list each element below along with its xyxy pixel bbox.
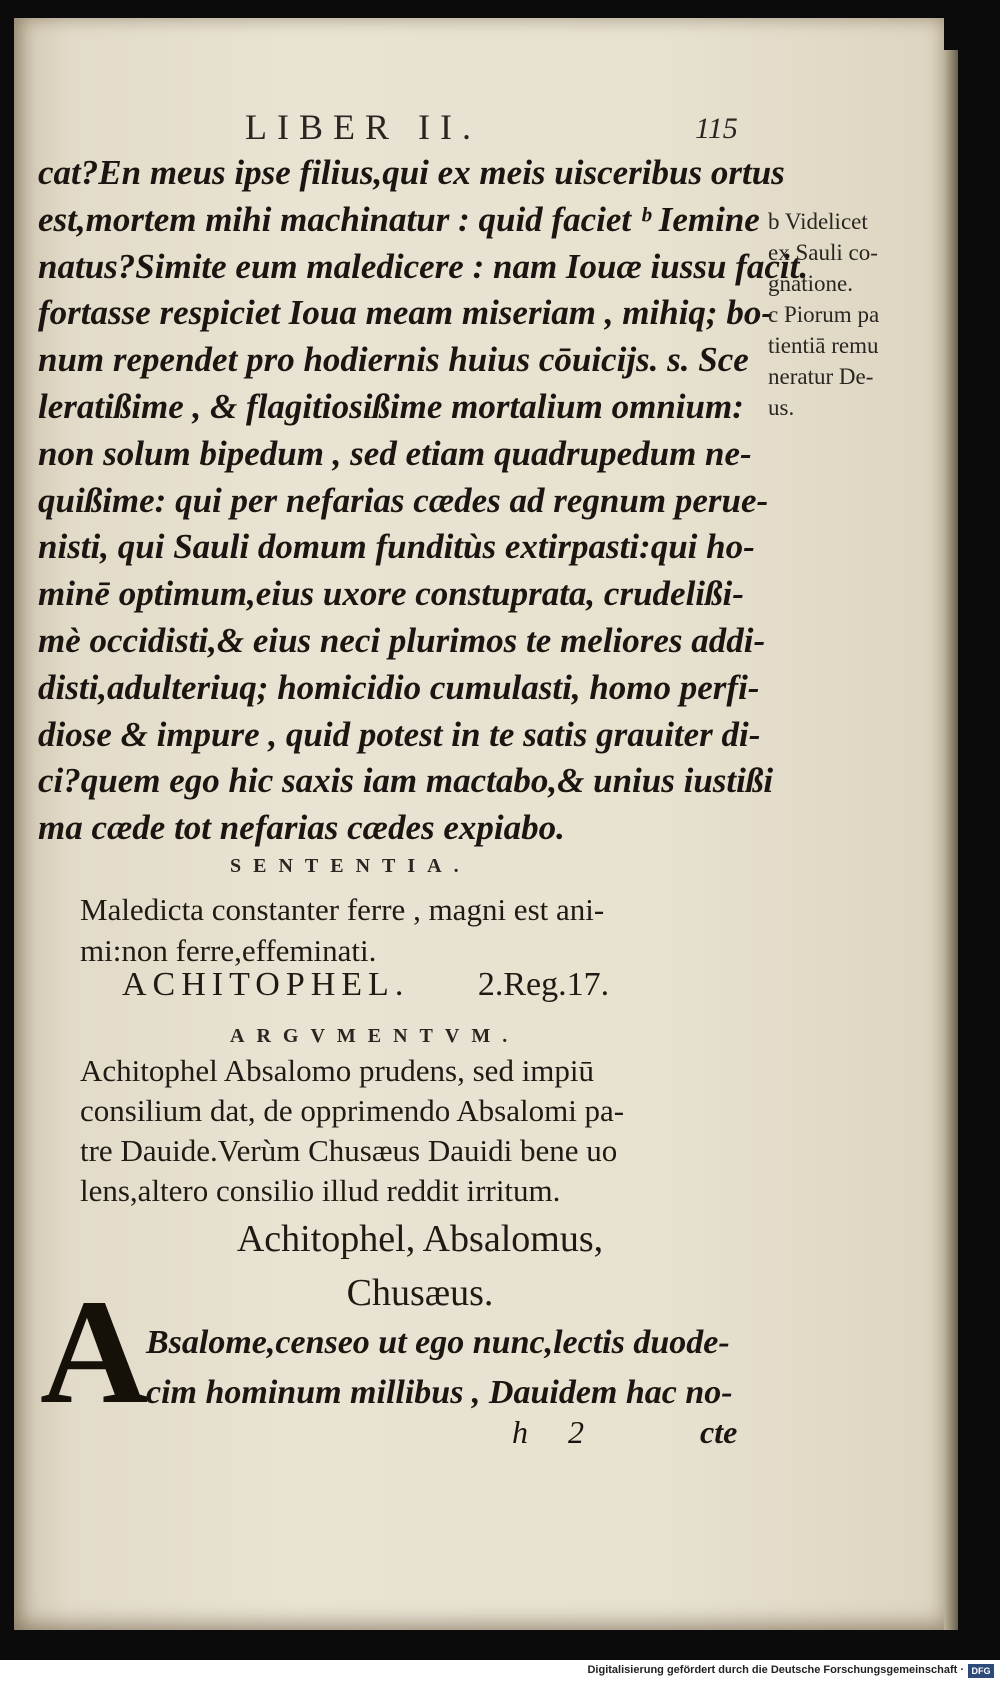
margin-note-line: tientiā remu (768, 333, 879, 358)
page-edge (944, 50, 958, 1630)
margin-note-line: us. (768, 395, 795, 420)
argumentum-heading: ARGVMENTVM. (230, 1025, 520, 1047)
opening-text (146, 1318, 766, 1418)
text-line: mi:non ferre,effeminati. (80, 933, 377, 968)
text-line: Bsalome,censeo ut ego nunc,lectis duode- (146, 1324, 730, 1361)
text-line: tre Dauide.Verùm Chusæus Dauidi bene uo (80, 1133, 618, 1168)
footer-credit: Digitalisierung gefördert durch die Deutsche Forschungsgemeinschaft · (587, 1664, 964, 1676)
margin-note-line: gnatione. (768, 271, 853, 296)
scripture-reference: 2.Reg.17. (477, 966, 610, 1003)
folio-number: 115 (695, 112, 738, 145)
signature-number: 2 (568, 1414, 584, 1450)
marginal-notes (768, 206, 938, 423)
text-line: quißime: qui per nefarias cædes ad regnum perue- (38, 480, 769, 520)
text-line: Maledicta constanter ferre , magni est ani- (80, 892, 605, 927)
margin-note-line: ex Sauli co- (768, 240, 878, 265)
text-line: disti,adulteriuq; homicidio cumulasti, homo perfi- (38, 667, 760, 707)
signature-letter: h (512, 1414, 528, 1450)
argumentum-text (80, 1051, 740, 1211)
text-line: cim hominum millibus , Dauidem hac no- (146, 1374, 733, 1411)
drop-cap-initial: A (40, 1269, 149, 1435)
text-line: minē optimum,eius uxore constuprata, crudelißi- (38, 574, 744, 614)
text-line: ma cæde tot nefarias cædes expiabo. (38, 808, 565, 848)
text-line: est,mortem mihi machinatur : quid faciet ᵇ Iemine (38, 199, 760, 239)
text-line: consilium dat, de opprimendo Absalomi pa- (80, 1093, 625, 1128)
margin-note-line: neratur De- (768, 364, 874, 389)
catchword: cte (700, 1414, 738, 1450)
text-line: mè occidisti,& eius neci plurimos te meliores addi- (38, 620, 766, 660)
sententia-heading: SENTENTIA. (230, 855, 471, 877)
main-text-block (38, 150, 809, 852)
text-line: natus?Simite eum maledicere : nam Iouæ iussu facit. (38, 246, 809, 286)
margin-note-line: c Piorum pa (768, 302, 880, 327)
dramatis-personae (160, 1212, 680, 1320)
signature-mark (512, 1414, 624, 1451)
text-line: cat?En meus ipse filius,qui ex meis uisceribus ortus (38, 153, 785, 192)
section-heading (122, 966, 762, 1004)
text-line: Achitophel Absalomo prudens, sed impiū (80, 1053, 595, 1088)
text-line: num rependet pro hodiernis huius cōuicijs. s. Sce (38, 340, 749, 380)
sententia-text (80, 889, 740, 971)
text-line: leratißime , & flagitiosißime mortalium omnium: (38, 386, 744, 426)
text-line: lens,altero consilio illud reddit irritum. (80, 1173, 561, 1208)
text-line: nisti, qui Sauli domum funditùs extirpasti:qui ho- (38, 527, 755, 567)
persons-line: Achitophel, Absalomus, (236, 1218, 604, 1260)
section-title: ACHITOPHEL. (122, 966, 410, 1003)
text-line: non solum bipedum , sed etiam quadrupedum ne- (38, 433, 752, 473)
text-line: ci?quem ego hic saxis iam mactabo,& unius iustißi (38, 761, 774, 801)
dfg-logo[interactable]: DFG (968, 1664, 994, 1678)
text-line: diose & impure , quid potest in te satis grauiter di- (38, 714, 761, 754)
margin-note-line: b Videlicet (768, 209, 868, 234)
running-head: LIBER II. (245, 107, 481, 147)
persons-line: Chusæus. (346, 1272, 494, 1314)
text-line: fortasse respiciet Ioua meam miseriam , mihiq; bo- (38, 293, 773, 333)
